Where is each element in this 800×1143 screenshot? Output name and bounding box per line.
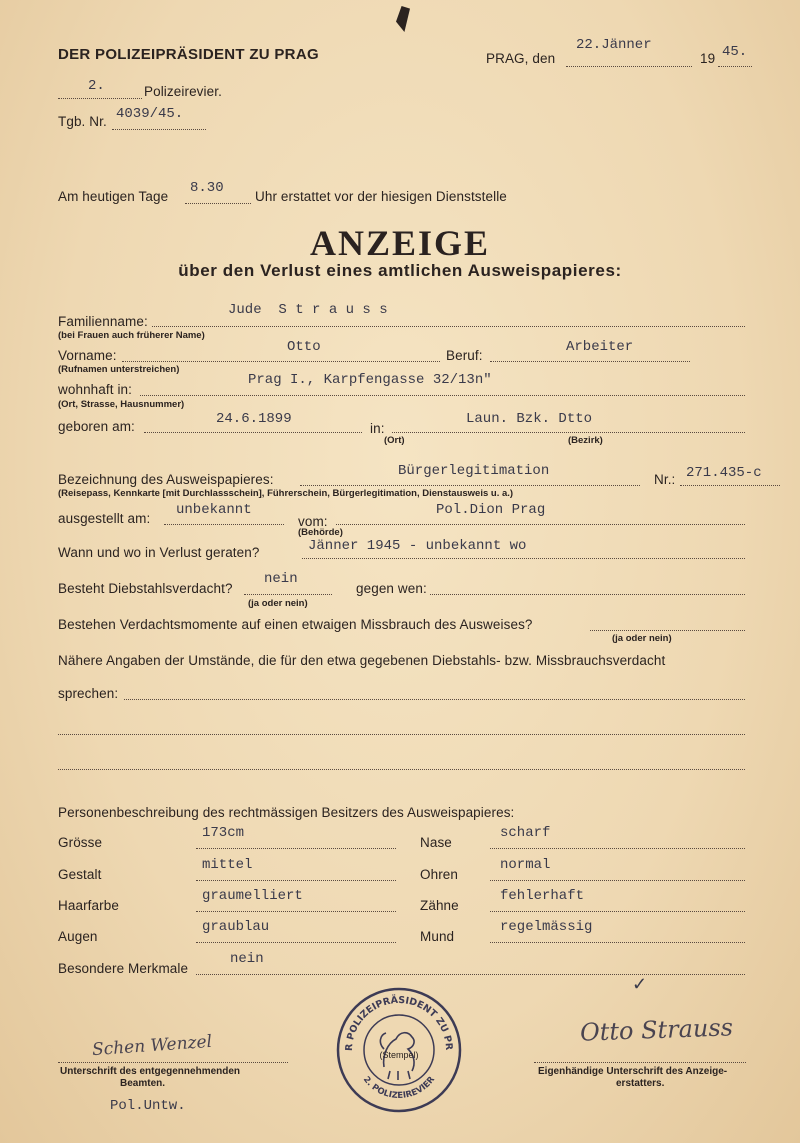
police-stamp: [334, 985, 464, 1115]
birth-value: 24.6.1899: [216, 411, 292, 427]
intro-suffix: Uhr erstattet vor der hiesigen Dienststelle: [255, 189, 507, 204]
teeth-value: fehlerhaft: [500, 888, 585, 904]
mouth-line: [490, 942, 745, 943]
doc-value: Bürgerlegitimation: [398, 463, 550, 479]
surname-line: [152, 326, 745, 327]
marks-value: nein: [230, 951, 264, 967]
details-line-c: [58, 769, 745, 770]
against-line: [430, 594, 745, 595]
official-rank: Pol.Untw.: [110, 1098, 186, 1114]
issued-value: unbekannt: [176, 502, 252, 518]
official-sig-caption-1: Unterschrift des entgegennehmenden: [60, 1066, 241, 1077]
mouth-value: regelmässig: [500, 919, 593, 935]
surname-label: Familienname:: [58, 314, 148, 329]
ears-label: Ohren: [420, 867, 459, 882]
firstname-line: [122, 361, 440, 362]
tgb-line: [112, 129, 206, 130]
marks-label: Besondere Merkmale: [58, 961, 189, 976]
birth-label: geboren am:: [58, 419, 135, 434]
build-value: mittel: [202, 857, 253, 873]
time-value: 8.30: [190, 180, 224, 196]
lost-label: Wann und wo in Verlust geraten?: [58, 545, 260, 560]
height-line: [196, 848, 396, 849]
date-value: 22.Jänner: [576, 37, 652, 53]
stamp-bottom-text: 2. POLIZEIREVIER: [360, 1074, 438, 1102]
year-prefix: 19: [700, 51, 716, 66]
year-line: [718, 66, 752, 67]
details-line-b: [58, 734, 745, 735]
details-line2: sprechen:: [58, 686, 119, 701]
nose-value: scharf: [500, 825, 551, 841]
ears-line: [490, 880, 745, 881]
doc-nr-value: 271.435-c: [686, 465, 762, 481]
document-title: ANZEIGE: [309, 223, 491, 263]
eyes-value: graublau: [202, 919, 270, 935]
teeth-line: [490, 911, 745, 912]
residence-value: Prag I., Karpfengasse 32/13n": [248, 372, 492, 388]
residence-label: wohnhaft in:: [58, 382, 132, 397]
hair-value: graumelliert: [202, 888, 303, 904]
district-note: (Bezirk): [568, 435, 603, 446]
build-line: [196, 880, 396, 881]
place-label: PRAG, den: [486, 51, 556, 66]
residence-line: [140, 395, 745, 396]
doc-label: Bezeichnung des Ausweispapieres:: [58, 472, 274, 487]
hair-line: [196, 911, 396, 912]
issued-by-line: [336, 524, 745, 525]
marks-line: [196, 974, 745, 975]
eyes-line: [196, 942, 396, 943]
misuse-label: Bestehen Verdachtsmomente auf einen etwaigen Missbrauch des Ausweises?: [58, 617, 533, 632]
eyes-label: Augen: [58, 929, 98, 944]
authority-heading: DER POLIZEIPRÄSIDENT ZU PRAG: [58, 46, 319, 63]
intro-prefix: Am heutigen Tage: [58, 189, 169, 204]
theft-line: [244, 594, 332, 595]
birth-in-label: in:: [370, 421, 385, 436]
time-line: [185, 203, 251, 204]
description-heading: Personenbeschreibung des rechtmässigen Besitzers des Ausweispapieres:: [58, 805, 515, 820]
surname-value: Jude S t r a u s s: [228, 302, 388, 318]
official-sig-caption-2: Beamten.: [120, 1078, 166, 1089]
stamp-graphic: [334, 985, 464, 1115]
paper-tear-mark: [396, 6, 410, 32]
misuse-line: [590, 630, 745, 631]
check-mark-icon: ✓: [632, 974, 648, 994]
issued-by-value: Pol.Dion Prag: [436, 502, 546, 518]
year-value: 45.: [722, 44, 748, 60]
issued-by-note: (Behörde): [298, 527, 343, 538]
date-line: [566, 66, 692, 67]
tgb-value: 4039/45.: [116, 106, 184, 122]
profession-line: [490, 361, 690, 362]
profession-label: Beruf:: [446, 348, 483, 363]
theft-note: (ja oder nein): [248, 598, 308, 609]
height-label: Grösse: [58, 835, 103, 850]
hair-label: Haarfarbe: [58, 898, 119, 913]
reporter-sig-caption-1: Eigenhändige Unterschrift des Anzeige-: [538, 1066, 728, 1077]
svg-text:DER POLIZEIPRÄSIDENT ZU PRAG: [334, 985, 454, 1051]
stamp-center-text: (Stempel): [379, 1050, 419, 1060]
birth-line: [144, 432, 362, 433]
reporter-sig-line: [534, 1062, 746, 1063]
issued-line: [164, 524, 284, 525]
doc-line: [300, 485, 640, 486]
stamp-top-text: R POLIZEIPRÄSIDENT ZU PR: [343, 994, 455, 1052]
official-sig-line: [58, 1062, 288, 1063]
doc-nr-label: Nr.:: [654, 472, 676, 487]
nose-label: Nase: [420, 835, 452, 850]
residence-note: (Ort, Strasse, Hausnummer): [58, 399, 185, 410]
lost-line: [302, 558, 745, 559]
tgb-label: Tgb. Nr.: [58, 114, 107, 129]
theft-value: nein: [264, 571, 298, 587]
nose-line: [490, 848, 745, 849]
doc-nr-line: [680, 485, 780, 486]
details-line1: Nähere Angaben der Umstände, die für den etwa gegebenen Diebstahls- bzw. Missbrauchsverdacht: [58, 653, 666, 668]
birth-place-note: (Ort): [384, 435, 405, 446]
firstname-label: Vorname:: [58, 348, 117, 363]
lost-value: Jänner 1945 - unbekannt wo: [308, 538, 527, 554]
details-line-a: [124, 699, 745, 700]
precinct-number: 2.: [88, 78, 105, 94]
reporter-sig-caption-2: erstatters.: [616, 1078, 665, 1089]
birth-place-line: [392, 432, 745, 433]
ears-value: normal: [500, 857, 551, 873]
against-label: gegen wen:: [356, 581, 427, 596]
issued-by-label: vom:: [298, 514, 328, 529]
reporter-signature: Otto Strauss: [579, 1013, 734, 1047]
svg-text:2. POLIZEIREVIER: [361, 1074, 437, 1101]
document-subtitle: über den Verlust eines amtlichen Ausweispapieres:: [178, 261, 622, 280]
profession-value: Arbeiter: [566, 339, 634, 355]
height-value: 173cm: [202, 825, 245, 841]
precinct-label: Polizeirevier.: [144, 84, 222, 99]
teeth-label: Zähne: [420, 898, 459, 913]
firstname-note: (Rufnamen unterstreichen): [58, 364, 180, 375]
misuse-note: (ja oder nein): [612, 633, 672, 644]
precinct-line: [58, 98, 142, 99]
surname-note: (bei Frauen auch früherer Name): [58, 330, 205, 341]
theft-label: Besteht Diebstahlsverdacht?: [58, 581, 233, 596]
firstname-value: Otto: [287, 339, 321, 355]
doc-note: (Reisepass, Kennkarte [mit Durchlassschein], Führerschein, Bürgerlegitimation, Dienstausweis u. a.): [58, 488, 514, 499]
build-label: Gestalt: [58, 867, 102, 882]
birth-place-value: Laun. Bzk. Dtto: [466, 411, 593, 427]
issued-label: ausgestellt am:: [58, 511, 151, 526]
mouth-label: Mund: [420, 929, 455, 944]
official-signature: Schen Wenzel: [91, 1031, 213, 1061]
